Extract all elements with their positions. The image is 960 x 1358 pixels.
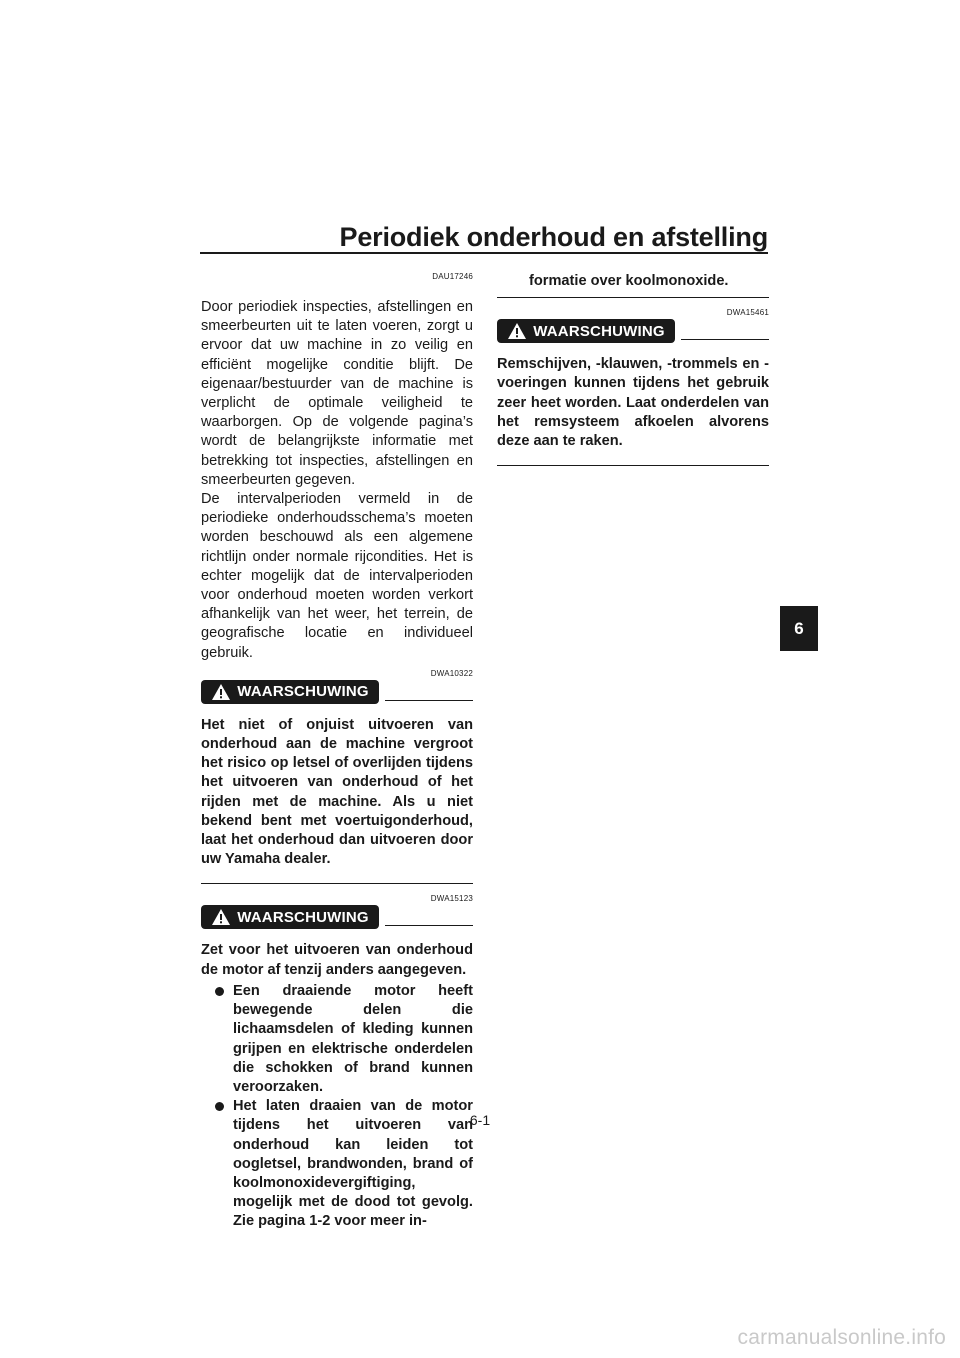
- warning-end-rule: [497, 297, 769, 298]
- interval-paragraph: De intervalperioden vermeld in de periodieke onderhoudsschema’s moeten worden beschouwd als een algemene richtlijn onder normale rijcondities. Het is echter mogelijk dat de intervalperioden voor onderhoud moeten worden verkort afhankelijk van het weer, het terrein, de geografische locatie en individueel gebruik.: [201, 491, 473, 661]
- warning-bullet-list: [215, 982, 473, 1232]
- chapter-tab: 6: [780, 606, 818, 651]
- section-code: DAU17246: [432, 272, 473, 281]
- right-column: [497, 272, 769, 466]
- warning-code: DWA10322: [430, 668, 473, 678]
- warning-badge: [201, 905, 379, 929]
- warning-rule: [681, 339, 769, 340]
- warning-label: WAARSCHUWING: [533, 322, 665, 340]
- warning-badge: [201, 680, 379, 704]
- warning-text: Het niet of onjuist uitvoeren van onderhoud aan de machine vergroot het risico op letsel of overlijden tijdens het uitvoeren van onderhoud of het rijden met de machine. Als u niet bekend bent met voertuigonderhoud, laat het onderhoud dan uitvoeren door uw Yamaha dealer.: [201, 716, 473, 868]
- warning-badge: [497, 319, 675, 343]
- watermark: carmanualsonline.info: [737, 1326, 946, 1349]
- warning-code: DWA15461: [726, 308, 769, 318]
- list-item: Het laten draaien van de motor tijdens het uitvoeren van onderhoud kan leiden tot oogletsel, brandwonden, brand of koolmonoxidevergiftiging, mogelijk met de dood tot gevolg. Zie pagina 1-2 voor meer in-: [215, 1097, 473, 1231]
- warning-label: WAARSCHUWING: [237, 683, 369, 701]
- warning-header: [497, 319, 769, 347]
- warning-intro: Zet voor het uitvoeren van onderhoud de motor af tenzij anders aangegeven.: [201, 942, 473, 978]
- page-title: Periodiek onderhoud en afstelling: [339, 222, 768, 252]
- warning-triangle-icon: [211, 683, 231, 701]
- warning-rule: [385, 925, 473, 926]
- warning-end-rule: [201, 883, 473, 884]
- warning-header: [201, 680, 473, 708]
- page-number: 6-1: [469, 1112, 491, 1128]
- warning-triangle-icon: [211, 908, 231, 926]
- intro-paragraph: Door periodiek inspecties, afstellingen en smeerbeurten uit te laten voeren, zorgt u ervoor dat uw machine in zo veilig en efficiënt mogelijke conditie blijft. De eigenaar/bestuurder van de machine is verplicht de optimale veiligheid te waarborgen. Op de volgende pagina’s wordt de belangrijkste informatie met betrekking tot inspecties, afstellingen en smeerbeurten gegeven.: [201, 299, 473, 488]
- left-column: [201, 272, 473, 1232]
- warning-end-rule: [497, 465, 769, 466]
- title-rule: [200, 252, 768, 254]
- warning-continuation: formatie over koolmonoxide.: [529, 273, 729, 289]
- warning-triangle-icon: [507, 322, 527, 340]
- warning-rule: [385, 700, 473, 701]
- warning-header: [201, 905, 473, 933]
- list-item: Een draaiende motor heeft bewegende delen die lichaamsdelen of kleding kunnen grijpen en elektrische onderdelen die schokken of brand kunnen veroorzaken.: [215, 982, 473, 1097]
- warning-code: DWA15123: [430, 894, 473, 904]
- warning-label: WAARSCHUWING: [237, 908, 369, 926]
- warning-text: Remschijven, -klauwen, -trommels en -voeringen kunnen tijdens het gebruik zeer heet worden. Laat onderdelen van het remsysteem afkoelen alvorens deze aan te raken.: [497, 356, 769, 450]
